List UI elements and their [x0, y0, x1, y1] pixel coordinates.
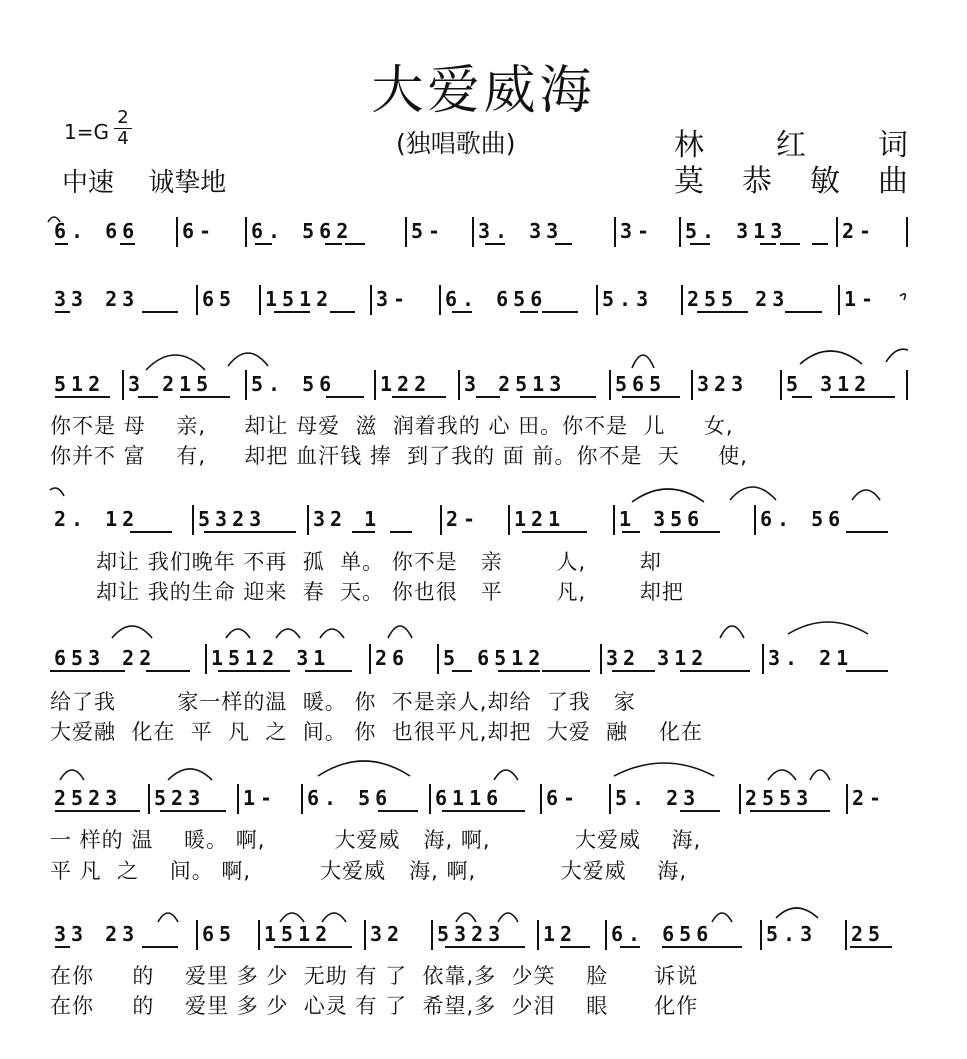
lyric-line-2: 在你 的 爱里 多 少 心灵 有 了 希望,多 少泪 眼 化作: [50, 994, 699, 1018]
slur: [886, 349, 908, 362]
measure: 2. 12: [54, 507, 140, 531]
lyric-line-1: 在你 的 爱里 多 少 无助 有 了 依靠,多 少笑 脸 诉说: [50, 964, 699, 988]
slur: [800, 351, 862, 364]
measure: 2-: [446, 507, 481, 531]
measure: 25: [851, 922, 886, 946]
measure: 2-: [842, 219, 877, 243]
measure: 565: [615, 372, 667, 396]
repeat-mark: [48, 217, 60, 222]
lyric-line-1: 你不是 母 亲, 却让 母爱 滋 润着我的 心 田。你不是 儿 女,: [50, 414, 734, 438]
measure: 1512: [265, 287, 334, 311]
slur: [228, 353, 268, 366]
slur: [320, 629, 344, 638]
slur: [852, 490, 880, 500]
slur: [720, 626, 744, 638]
composer-char: 敏: [810, 164, 840, 199]
measure: 5. 56: [251, 372, 337, 396]
measure: 5. 23: [615, 786, 701, 810]
slur: [768, 770, 796, 780]
song-title: 大爱威海: [371, 61, 596, 121]
measure: 12: [543, 922, 578, 946]
slur: [494, 770, 518, 780]
slur: [112, 626, 152, 638]
measure: 2553: [745, 786, 814, 810]
measure: 5.3: [602, 287, 654, 311]
lyricist-char: 红: [776, 128, 806, 163]
slur: [712, 913, 732, 922]
measure: 32 1: [313, 507, 382, 531]
slur: [60, 770, 84, 780]
measure: 6. 56: [307, 786, 393, 810]
measure: 2523: [54, 786, 123, 810]
measure: 6. 56: [760, 507, 846, 531]
measure: 65: [202, 287, 237, 311]
slur: [226, 629, 250, 638]
slur: [730, 487, 776, 500]
lyric-line-2: 大爱融 化在 平 凡 之 间。 你 也很平凡,却把 大爱 融 化在: [50, 720, 703, 744]
measure: 2-: [852, 786, 887, 810]
measure: 5. 313: [685, 219, 788, 243]
slur: [788, 622, 868, 634]
measure: 6. 656: [611, 922, 714, 946]
measure: 65: [202, 922, 237, 946]
measure: 5.3: [766, 922, 818, 946]
lyricist-char: 词: [878, 128, 908, 163]
measure: 3-: [376, 287, 411, 311]
lyric-line-1: 给了我 家一样的温 暖。 你 不是亲人,却给 了我 家: [50, 690, 636, 714]
lyricist-char: 林: [674, 128, 704, 163]
slur: [810, 770, 830, 780]
time-signature-bottom: 4: [114, 128, 132, 149]
slur: [280, 913, 304, 922]
measure: 33 23: [54, 922, 140, 946]
slur: [498, 913, 518, 922]
measure: 3. 21: [768, 646, 854, 670]
slur: [456, 913, 476, 922]
measure: 3 215: [128, 372, 214, 396]
slur: [614, 763, 714, 776]
slur: [632, 489, 704, 502]
slur: [168, 769, 212, 780]
slur: [388, 626, 412, 638]
slur: [322, 913, 346, 922]
measure: 6-: [182, 219, 217, 243]
slur: [776, 908, 818, 918]
measure: 26: [375, 646, 410, 670]
slur: [50, 488, 64, 496]
lyric-line-1: 一 样的 温 暖。 啊, 大爱威 海, 啊, 大爱威 海,: [50, 828, 702, 852]
time-signature-top: 2: [117, 107, 129, 128]
lyric-line-1: 却让 我们晚年 不再 孤 单。 你不是 亲 人, 却: [50, 550, 662, 574]
measure: 6. 562: [251, 219, 354, 243]
measure: 33 23: [54, 287, 140, 311]
measure: 3-: [620, 219, 655, 243]
composer-char: 曲: [878, 164, 908, 199]
measure: 5323: [198, 507, 267, 531]
measure: 653 22: [54, 646, 157, 670]
slur: [276, 629, 300, 638]
measure: 32: [370, 922, 405, 946]
composer-char: 恭: [742, 164, 772, 199]
slur: [158, 913, 178, 922]
measure: 32 312: [606, 646, 709, 670]
measure: 5 312: [786, 372, 872, 396]
measure: 1512: [264, 922, 333, 946]
measure: 512: [54, 372, 106, 396]
measure: 1512 31: [211, 646, 331, 670]
lyric-line-2: 却让 我的生命 迎来 春 天。 你也很 平 凡, 却把: [50, 580, 684, 604]
measure: 1-: [844, 287, 879, 311]
tempo-marking: 中速 诚挚地: [62, 168, 227, 198]
measure: 3 2513: [464, 372, 567, 396]
slur: [632, 355, 654, 368]
measure: 323: [697, 372, 749, 396]
key-signature: 1=G: [64, 120, 109, 144]
measure: 255 23: [687, 287, 790, 311]
measure: 1 356: [619, 507, 705, 531]
measure: 1-: [243, 786, 278, 810]
measure: 5 6512: [443, 646, 546, 670]
measure: 3. 33: [478, 219, 564, 243]
slur: [318, 761, 410, 776]
measure: 6116: [435, 786, 504, 810]
measure: 122: [380, 372, 432, 396]
composer-char: 莫: [674, 164, 704, 199]
measure: 6. 66: [54, 219, 140, 243]
measure: 523: [154, 786, 206, 810]
lyric-line-2: 你并不 富 有, 却把 血汗钱 捧 到了我的 面 前。你不是 天 使,: [50, 444, 748, 468]
song-subtitle: (独唱歌曲): [396, 129, 516, 158]
measure: 121: [514, 507, 566, 531]
slur: [146, 355, 205, 370]
measure: 6. 656: [445, 287, 548, 311]
measure: 5323: [437, 922, 506, 946]
measure: 6-: [546, 786, 581, 810]
repeat-mark: [900, 294, 905, 300]
lyric-line-2: 平 凡 之 间。 啊, 大爱威 海, 啊, 大爱威 海,: [50, 859, 688, 883]
measure: 5-: [411, 219, 446, 243]
